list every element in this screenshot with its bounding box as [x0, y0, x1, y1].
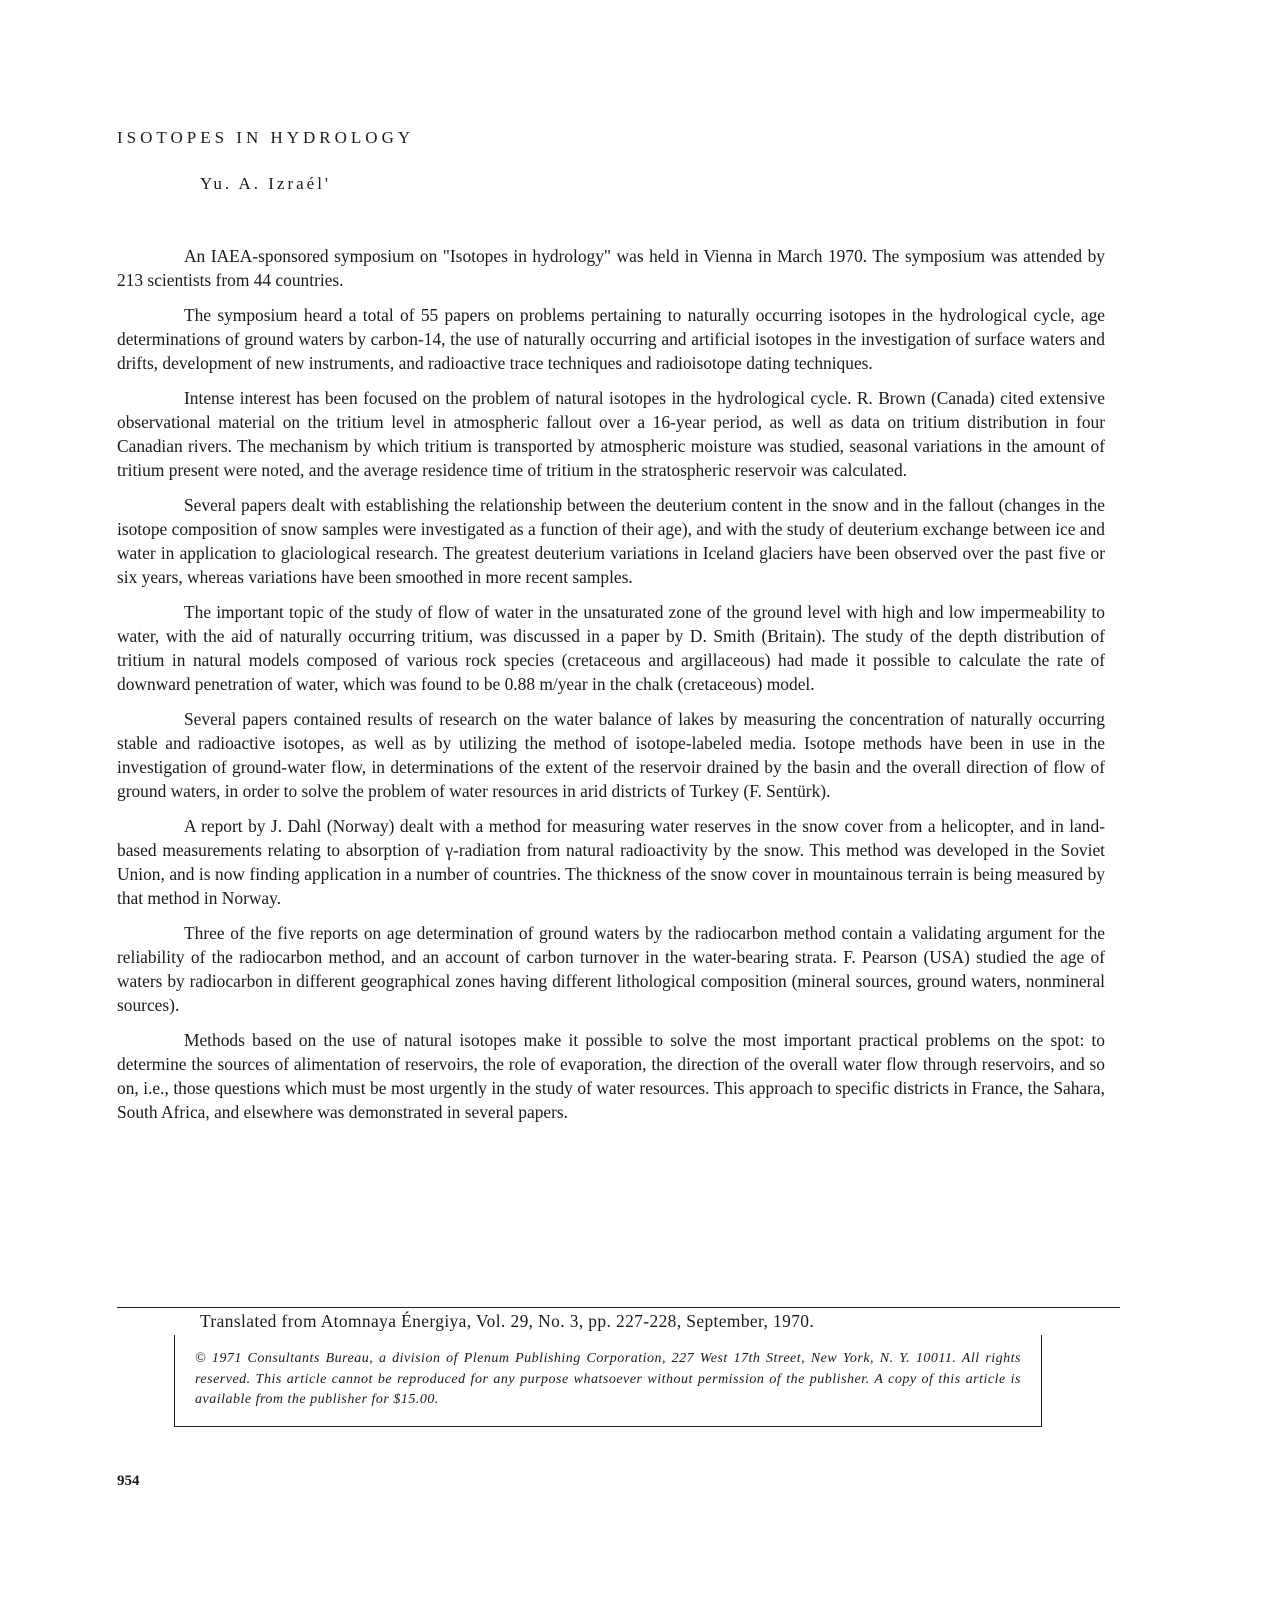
- translation-source: Translated from Atomnaya Énergiya, Vol. 29, No. 3, pp. 227-228, September, 1970.: [200, 1311, 815, 1331]
- page-number: 954: [117, 1473, 140, 1489]
- footer-divider: [117, 1307, 1120, 1308]
- copyright-box: [174, 1335, 1042, 1427]
- paragraph: Several papers dealt with establishing the relationship between the deuterium content in the snow and in the fallout (changes in the isotope composition of snow samples were investigated as a function of their age), and with the study of deuterium exchange between ice and water in application to glaciological research. The greatest deuterium variations in Iceland glaciers have been observed over the past five or six years, whereas variations have been smoothed in more recent samples.: [117, 495, 1105, 587]
- copyright-notice: © 1971 Consultants Bureau, a division of Plenum Publishing Corporation, 227 West 17th Street, New York, N. Y. 10011. All rights reserved. This article cannot be reproduced for any purpose whatsoever without permission of the publisher. A copy of this article is available from the publisher for $15.00.: [195, 1351, 1021, 1407]
- paragraph: Several papers contained results of research on the water balance of lakes by measuring the concentration of naturally occurring stable and radioactive isotopes, as well as by utilizing the method of isotope-labeled media. Isotope methods have been in use in the investigation of ground-water flow, in determinations of the extent of the reservoir drained by the basin and the overall direction of flow of ground waters, in order to solve the problem of water resources in arid districts of Turkey (F. Sentürk).: [117, 709, 1105, 801]
- paragraph: An IAEA-sponsored symposium on "Isotopes in hydrology" was held in Vienna in March 1970. The symposium was attended by 213 scientists from 44 countries.: [117, 246, 1105, 290]
- article-title: ISOTOPES IN HYDROLOGY: [117, 128, 415, 147]
- article-body: [117, 244, 1105, 1135]
- paragraph: Intense interest has been focused on the problem of natural isotopes in the hydrological cycle. R. Brown (Canada) cited extensive observational material on the tritium level in atmospheric fallout over a 16-year period, as well as data on tritium distribution in four Canadian rivers. The mechanism by which tritium is transported by atmospheric moisture was studied, seasonal variations in the amount of tritium present were noted, and the average residence time of tritium in the stratospheric reservoir was calculated.: [117, 388, 1105, 480]
- paragraph: The symposium heard a total of 55 papers on problems pertaining to naturally occurring isotopes in the hydrological cycle, age determinations of ground waters by carbon-14, the use of naturally occurring and artificial isotopes in the investigation of surface waters and drifts, development of new instruments, and radioactive trace techniques and radioisotope dating techniques.: [117, 305, 1105, 373]
- paragraph: Three of the five reports on age determination of ground waters by the radiocarbon method contain a validating argument for the reliability of the radiocarbon method, and an account of carbon turnover in the water-bearing strata. F. Pearson (USA) studied the age of waters by radiocarbon in different geographical zones having different lithological composition (mineral sources, ground waters, nonmineral sources).: [117, 923, 1105, 1015]
- paragraph: Methods based on the use of natural isotopes make it possible to solve the most important practical problems on the spot: to determine the sources of alimentation of reservoirs, the role of evaporation, the direction of the overall water flow through reservoirs, and so on, i.e., those questions which must be most urgently in the study of water resources. This approach to specific districts in France, the Sahara, South Africa, and elsewhere was demonstrated in several papers.: [117, 1030, 1105, 1122]
- article-author: Yu. A. Izraél': [200, 174, 331, 193]
- paragraph: A report by J. Dahl (Norway) dealt with a method for measuring water reserves in the snow cover from a helicopter, and in land-based measurements relating to absorption of γ-radiation from natural radioactivity by the snow. This method was developed in the Soviet Union, and is now finding application in a number of countries. The thickness of the snow cover in mountainous terrain is being measured by that method in Norway.: [117, 816, 1105, 908]
- paragraph: The important topic of the study of flow of water in the unsaturated zone of the ground level with high and low impermeability to water, with the aid of naturally occurring tritium, was discussed in a paper by D. Smith (Britain). The study of the depth distribution of tritium in natural models composed of various rock species (cretaceous and argillaceous) had made it possible to calculate the rate of downward penetration of water, which was found to be 0.88 m/year in the chalk (cretaceous) model.: [117, 602, 1105, 694]
